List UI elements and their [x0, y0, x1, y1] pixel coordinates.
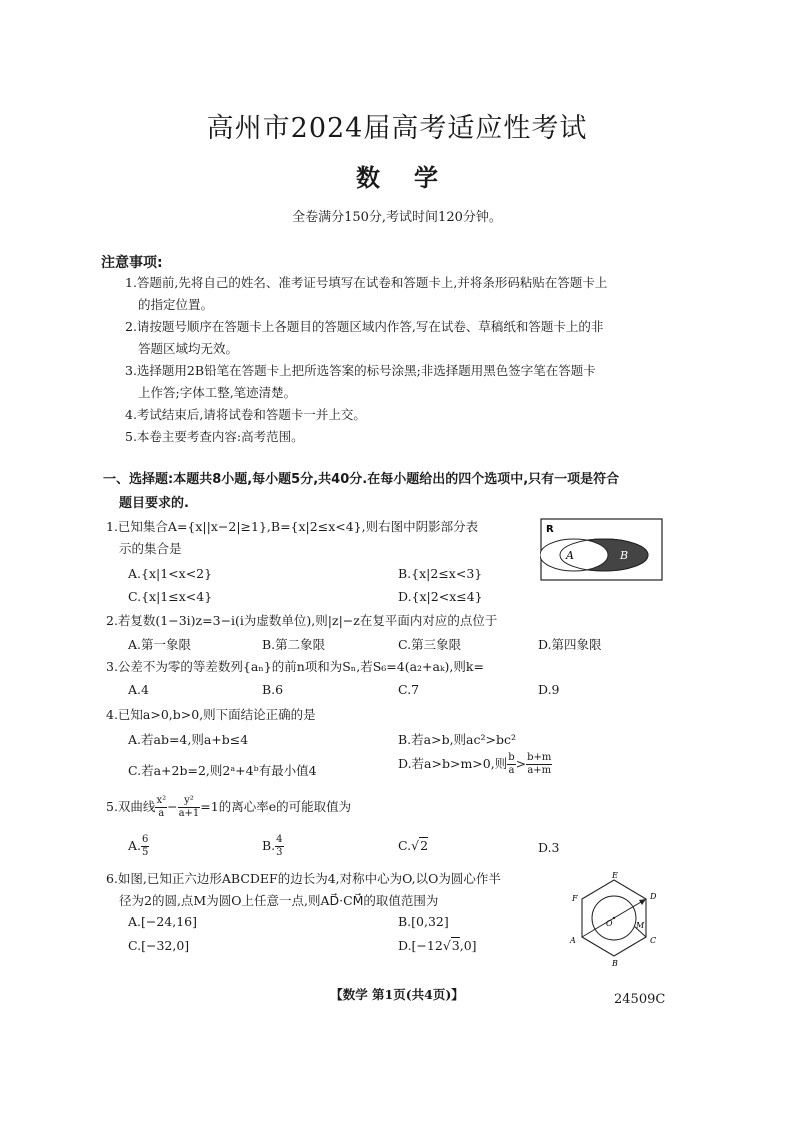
q6-d-suffix: ,0] — [459, 938, 477, 953]
q6-option-c: C.[−32,0] — [128, 938, 190, 953]
q5-stem-prefix: 5.双曲线 — [106, 799, 156, 814]
q4-option-a: A.若ab=4,则a+b≤4 — [128, 732, 249, 747]
q5-f1-den: a — [158, 808, 165, 819]
notice-item-3-line2: 上作答;字体工整,笔迹清楚。 — [138, 385, 297, 400]
label-f: F — [572, 894, 578, 903]
label-o: O — [606, 919, 613, 928]
question-4: 4.已知a>0,b>0,则下面结论正确的是 — [106, 707, 316, 722]
section-heading-line2: 题目要求的. — [119, 496, 189, 511]
q5-f2-num: y² — [178, 795, 201, 808]
q1-option-a: A.{x|1<x<2} — [128, 566, 213, 581]
notice-item-2-line1: 2.请按题号顺序在答题卡上各题目的答题区域内作答,写在试卷、草稿纸和答题卡上的非 — [125, 319, 604, 334]
label-b: B — [612, 959, 618, 968]
q1-stem-line1: 1.已知集合A={x||x−2|≥1},B={x|2≤x<4},则右图中阴影部分表 — [106, 519, 479, 534]
q4-d-lhs-num: b — [508, 752, 515, 763]
q5-fraction-y — [178, 795, 201, 820]
q5-c-sqrt-sign: √ — [411, 838, 420, 853]
q6-d-root: 3 — [451, 938, 460, 953]
notice-item-5-line1: 5.本卷主要考查内容:高考范围。 — [125, 429, 304, 444]
q6-stem-line1: 6.如图,已知正六边形ABCDEF的边长为4,对称中心为O,以O为圆心作半 — [106, 871, 501, 886]
q1-option-c: C.{x|1≤x<4} — [128, 589, 213, 604]
q6-d-prefix: D.[−12 — [398, 938, 443, 953]
exam-code: 24509C — [614, 992, 666, 1007]
q6-stem-line2: 径为2的圆,点M为圆O上任意一点,则AD⃗·CM⃗的取值范围为 — [119, 893, 439, 908]
q3-option-c: C.7 — [398, 682, 420, 697]
q3-option-a: A.4 — [128, 682, 149, 697]
subject-title: 数学 — [356, 163, 472, 192]
q4-d-rhs-num: b+m — [527, 752, 552, 763]
q5-option-b — [262, 834, 284, 859]
notice-item-2 — [125, 316, 665, 360]
q4-option-c: C.若a+2b=2,则2ᵃ+4ᵇ有最小值4 — [128, 763, 317, 778]
q2-option-d: D.第四象限 — [538, 637, 602, 652]
label-m: M — [636, 921, 645, 930]
q5-a-label: A. — [128, 838, 142, 853]
q5-option-d: D.3 — [538, 840, 560, 855]
label-e: E — [612, 871, 618, 880]
notice-item-1-line2: 的指定位置。 — [138, 297, 214, 312]
center-point — [613, 917, 615, 919]
q5-option-a — [128, 834, 149, 859]
section-heading — [103, 468, 663, 516]
q2-option-b: B.第二象限 — [262, 637, 326, 652]
q6-d-sqrt-sign: √ — [442, 938, 451, 953]
q3-option-b: B.6 — [262, 682, 284, 697]
q5-stem-suffix: =1的离心率e的可能取值为 — [200, 799, 352, 814]
q4-d-lhs-den: a — [508, 765, 515, 776]
q6-option-b: B.[0,32] — [398, 914, 449, 929]
q4-option-d-prefix: D.若a>b>m>0,则 — [398, 756, 508, 771]
q4-d-rhs-den: a+m — [527, 765, 552, 776]
q4-option-b: B.若a>b,则ac²>bc² — [398, 732, 517, 747]
question-5 — [106, 795, 351, 820]
question-3: 3.公差不为零的等差数列{aₙ}的前n项和为Sₙ,若S₆=4(a₂+aₖ),则k= — [106, 659, 484, 674]
q1-option-d: D.{x|2<x≤4} — [398, 589, 483, 604]
q5-c-root: 2 — [420, 838, 429, 853]
q5-b-num: 4 — [276, 834, 283, 845]
q5-b-label: B. — [262, 838, 276, 853]
q5-option-c — [398, 838, 428, 853]
venn-label-b: B — [620, 549, 629, 562]
q6-option-d — [398, 938, 477, 953]
exam-title: 高州市2024届高考适应性考试 — [206, 113, 588, 144]
q5-minus: − — [167, 799, 178, 814]
q2-option-a: A.第一象限 — [128, 637, 192, 652]
notice-item-5 — [125, 426, 665, 448]
notice-title: 注意事项: — [101, 255, 163, 271]
venn-diagram — [540, 518, 664, 582]
q5-b-fraction — [275, 834, 283, 859]
notice-item-1-line1: 1.答题前,先将自己的姓名、准考证号填写在试卷和答题卡上,并将条形码粘贴在答题卡上 — [125, 275, 608, 290]
venn-label-a: A — [566, 549, 574, 562]
q1-option-b: B.{x|2≤x<3} — [398, 566, 483, 581]
label-d: D — [650, 892, 657, 901]
question-2: 2.若复数(1−3i)z=3−i(i为虚数单位),则|z|−z在复平面内对应的点位于 — [106, 613, 498, 628]
q1-stem-line2: 示的集合是 — [119, 541, 182, 556]
venn-label-r: R — [546, 524, 554, 535]
notice-item-4 — [125, 404, 665, 426]
q2-option-c: C.第三象限 — [398, 637, 462, 652]
full-score-note: 全卷满分150分,考试时间120分钟。 — [292, 210, 502, 225]
q5-a-den: 5 — [142, 847, 149, 858]
section-heading-line1: 一、选择题:本题共8小题,每小题5分,共40分.在每小题给出的四个选项中,只有一项是符合 — [103, 472, 620, 487]
hexagon-figure — [566, 868, 666, 978]
q4-option-d-rhs — [526, 752, 552, 777]
q3-option-d: D.9 — [538, 682, 560, 697]
question-6 — [106, 868, 576, 912]
q5-f1-num: x² — [156, 795, 167, 806]
q4-option-d-op: > — [515, 756, 527, 771]
notice-item-1 — [125, 272, 665, 316]
notice-item-3-line1: 3.选择题用2B铅笔在答题卡上把所选答案的标号涂黑;非选择题用黑色签字笔在答题卡 — [125, 363, 596, 378]
q6-option-a: A.[−24,16] — [128, 914, 198, 929]
q5-a-num: 6 — [142, 834, 149, 845]
q5-fraction-x — [155, 795, 167, 820]
q4-option-d-lhs — [507, 752, 515, 777]
label-a: A — [570, 936, 576, 945]
q4-option-d — [398, 752, 552, 777]
notice-item-2-line2: 答题区域均无效。 — [138, 341, 239, 356]
q5-b-den: 3 — [276, 847, 283, 858]
label-c: C — [650, 936, 657, 945]
q5-a-fraction — [141, 834, 149, 859]
page-footer: 【数学 第1页(共4页)】 — [330, 987, 464, 1002]
notice-item-4-line1: 4.考试结束后,请将试卷和答题卡一并上交。 — [125, 407, 366, 422]
q5-f2-den: a+1 — [178, 808, 200, 819]
q5-c-label: C. — [398, 838, 412, 853]
question-1 — [106, 516, 546, 560]
notice-item-3 — [125, 360, 665, 404]
